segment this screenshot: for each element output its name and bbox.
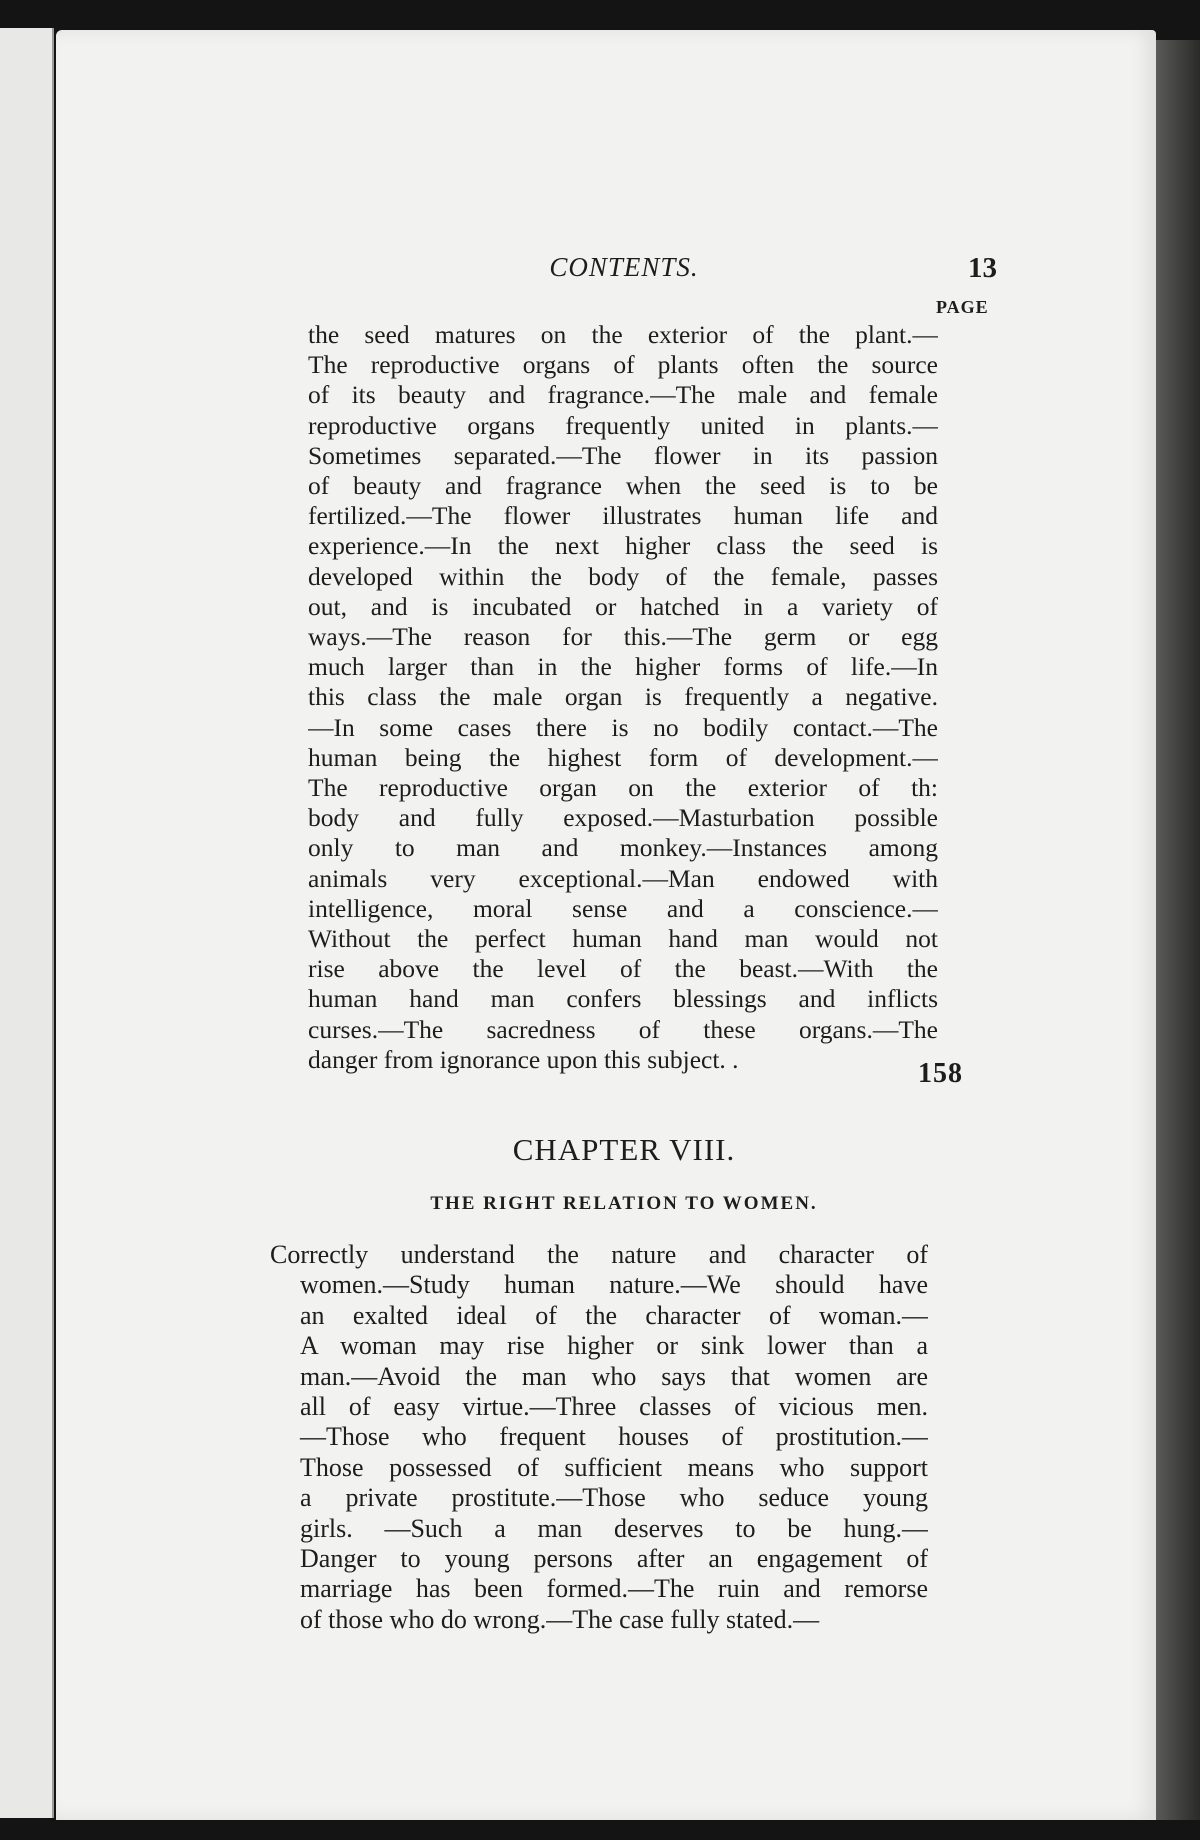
text-line: much larger than in the higher forms of life.—In <box>308 652 938 682</box>
text-line: of beauty and fragrance when the seed is to be <box>308 471 938 501</box>
text-line: of those who do wrong.—The case fully stated.— <box>300 1604 820 1634</box>
text-line: Danger to young persons after an engagement of <box>300 1544 928 1574</box>
text-line: this class the male organ is frequently a negative. <box>308 682 938 712</box>
text-line: girls. —Such a man deserves to be hung.— <box>300 1513 928 1543</box>
text-line: The reproductive organs of plants often the source <box>308 350 938 380</box>
text-line: man.—Avoid the man who says that women are <box>300 1361 928 1391</box>
page-column-label: PAGE <box>936 297 989 317</box>
page-reference: 158 <box>918 1058 963 1089</box>
text-line: fertilized.—The flower illustrates human life and <box>308 501 938 531</box>
text-line: Without the perfect human hand man would not <box>308 924 938 954</box>
text-line: the seed matures on the exterior of the plant.— <box>308 320 938 349</box>
text-line: ways.—The reason for this.—The germ or egg <box>308 622 938 652</box>
text-line: The reproductive organ on the exterior of th: <box>308 773 938 803</box>
text-line: body and fully exposed.—Masturbation possible <box>308 803 938 833</box>
text-line: curses.—The sacredness of these organs.—The <box>308 1014 938 1044</box>
text-line: developed within the body of the female, passes <box>308 561 938 591</box>
text-line: all of easy virtue.—Three classes of vicious men. <box>300 1392 928 1422</box>
chapter-summary <box>270 1240 928 1635</box>
text-line: experience.—In the next higher class the seed is <box>308 531 938 561</box>
text-line: women.—Study human nature.—We should have <box>300 1270 928 1300</box>
text-line: A woman may rise higher or sink lower than a <box>300 1331 928 1361</box>
text-line: rise above the level of the beast.—With the <box>308 954 938 984</box>
book-page <box>56 30 1156 1820</box>
text-line: Sometimes separated.—The flower in its passion <box>308 440 938 470</box>
text-line: Those possessed of sufficient means who support <box>300 1452 928 1482</box>
text-line: Correctly understand the nature and character of <box>270 1240 928 1269</box>
book-edge <box>1156 40 1200 1820</box>
text-line: only to man and monkey.—Instances among <box>308 833 938 863</box>
text-line: of its beauty and fragrance.—The male and female <box>308 380 938 410</box>
text-line: intelligence, moral sense and a conscience.— <box>308 893 938 923</box>
text-line: out, and is incubated or hatched in a variety of <box>308 591 938 621</box>
text-line: animals very exceptional.—Man endowed with <box>308 863 938 893</box>
text-line: reproductive organs frequently united in plants.— <box>308 410 938 440</box>
text-line: —Those who frequent houses of prostitution.— <box>300 1422 928 1452</box>
chapter-heading: CHAPTER VIII. <box>512 1132 736 1167</box>
text-line: human hand man confers blessings and inflicts <box>308 984 938 1014</box>
text-line: marriage has been formed.—The ruin and remorse <box>300 1574 928 1604</box>
running-title: CONTENTS. <box>549 252 699 282</box>
text-line: danger from ignorance upon this subject. . <box>308 1044 739 1074</box>
text-line: a private prostitute.—Those who seduce young <box>300 1483 928 1513</box>
text-line: human being the highest form of development.— <box>308 742 938 772</box>
text-line: —In some cases there is no bodily contact.—The <box>308 712 938 742</box>
page-number: 13 <box>968 252 997 284</box>
previous-page-edge <box>0 28 54 1818</box>
text-line: an exalted ideal of the character of woman.— <box>300 1300 928 1330</box>
chapter-subtitle: THE RIGHT RELATION TO WOMEN. <box>430 1193 818 1214</box>
contents-entry-continued <box>308 320 938 1075</box>
